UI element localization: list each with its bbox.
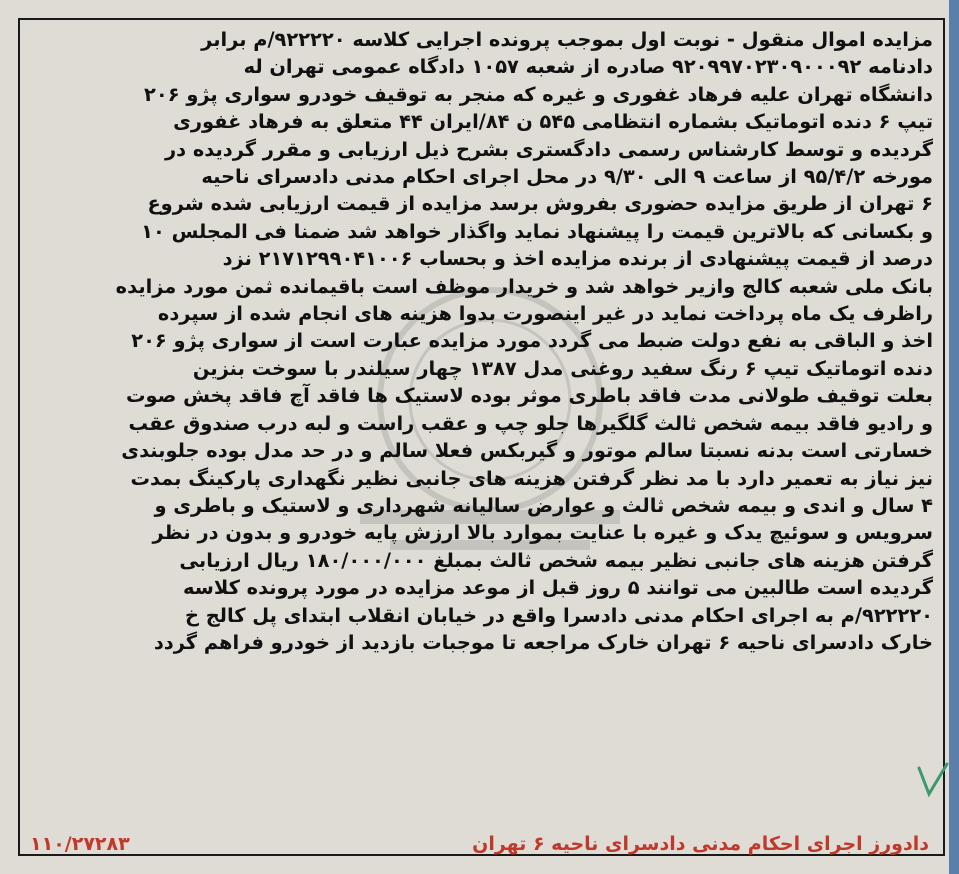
notice-line: بانک ملی شعبه کالج وازیر خواهد شد و خریدار موظف است باقیمانده ثمن مورد مزایده [115,274,933,298]
notice-line: گردیده است طالبین می توانند ۵ روز قبل از موعد مزایده در مورد پرونده کلاسه [183,576,933,600]
notice-footer [30,830,929,858]
notice-line: بعلت توقیف طولانی مدت فاقد باطری موثر بوده لاستیک ها فاقد آچ فاقد پخش صوت [126,384,933,408]
notice-line: نیز نیاز به تعمیر دارد با مد نظر گرفتن هزینه های جانبی نظیر نگهداری پارکینگ بمدت [130,466,933,490]
notice-line: خسارتی است بدنه نسبتا سالم موتور و گیربکس فعلا سالم و در حد مدل بوده جلوبندی [121,439,933,463]
notice-line: دنده اتوماتیک تیپ ۶ رنگ سفید روغنی مدل ۱۳۸۷ چهار سیلندر با سوخت بنزین [192,356,933,380]
notice-line: ۴ سال و اندی و بیمه شخص ثالث و عوارض سالیانه شهرداری و لاستیک و باطری و [154,493,933,517]
notice-line: راظرف یک ماه پرداخت نماید در غیر اینصورت بدوا هزینه های انجام شده از سپرده [157,302,933,326]
notice-line: ۶ تهران از طریق مزایده حضوری بفروش برسد مزایده از قیمت ارزیابی شده شروع [147,192,933,216]
scan-edge [949,0,959,874]
notice-line: و رادیو فاقد بیمه شخص ثالث گلگیرها جلو چپ و عقب راست و لبه درب صندوق عقب [128,411,933,435]
notice-line: درصد از قیمت پیشنهادی از برنده مزایده اخذ و بحساب ۲۱۷۱۲۹۹۰۴۱۰۰۶ نزد [222,247,933,271]
check-mark-icon [915,760,951,800]
issuer-signature: دادورز اجرای احکام مدنی دادسرای ناحیه ۶ تهران [472,833,929,855]
notice-line: مورخه ۹۵/۴/۲ از ساعت ۹ الی ۹/۳۰ در محل اجرای احکام مدنی دادسرای ناحیه [201,165,933,189]
notice-line: دادنامه ۹۲۰۹۹۷۰۲۳۰۹۰۰۰۹۲ صادره از شعبه ۱۰۵۷ دادگاه عمومی تهران له [243,55,933,79]
notice-line: گرفتن هزینه های جانبی نظیر بیمه شخص ثالث بمبلغ ۱۸۰/۰۰۰/۰۰۰ ریال ارزیابی [179,548,933,572]
notice-line: مزایده اموال منقول - نوبت اول بموجب پرونده اجرایی کلاسه ۹۲۲۲۲۰/م برابر [201,28,933,51]
notice-code: ۱۱۰/۲۷۲۸۳ [30,833,130,855]
notice-line: گردیده و توسط کارشناس رسمی دادگستری بشرح ذیل ارزیابی و مقرر گردیده در [164,137,933,161]
auction-notice-body [28,26,933,656]
notice-line: اخذ و الباقی به نفع دولت ضبط می گردد مورد مزایده عبارت است از سواری پژو ۲۰۶ [131,329,933,353]
notice-line: دانشگاه تهران علیه فرهاد غفوری و غیره که منجر به توقیف خودرو سواری پژو ۲۰۶ [144,82,933,106]
notice-line: و بکسانی که بالاترین قیمت را پیشنهاد نماید واگذار خواهد شد ضمنا فی المجلس ۱۰ [141,219,933,243]
notice-line: خارک دادسرای ناحیه ۶ تهران خارک مراجعه تا موجبات بازدید از خودرو فراهم گردد [153,630,933,654]
notice-line: سرویس و سوئیچ یدک و غیره با عنایت بموارد بالا ارزش پایه خودرو و بدون در نظر [152,521,933,545]
notice-line: ۹۲۲۲۲۰/م به اجرای احکام مدنی دادسرا واقع در خیابان انقلاب ابتدای پل کالج خ [184,603,933,627]
notice-line: تیپ ۶ دنده اتوماتیک بشماره انتظامی ۵۴۵ ن ۸۴/ایران ۴۴ متعلق به فرهاد غفوری [173,110,933,134]
